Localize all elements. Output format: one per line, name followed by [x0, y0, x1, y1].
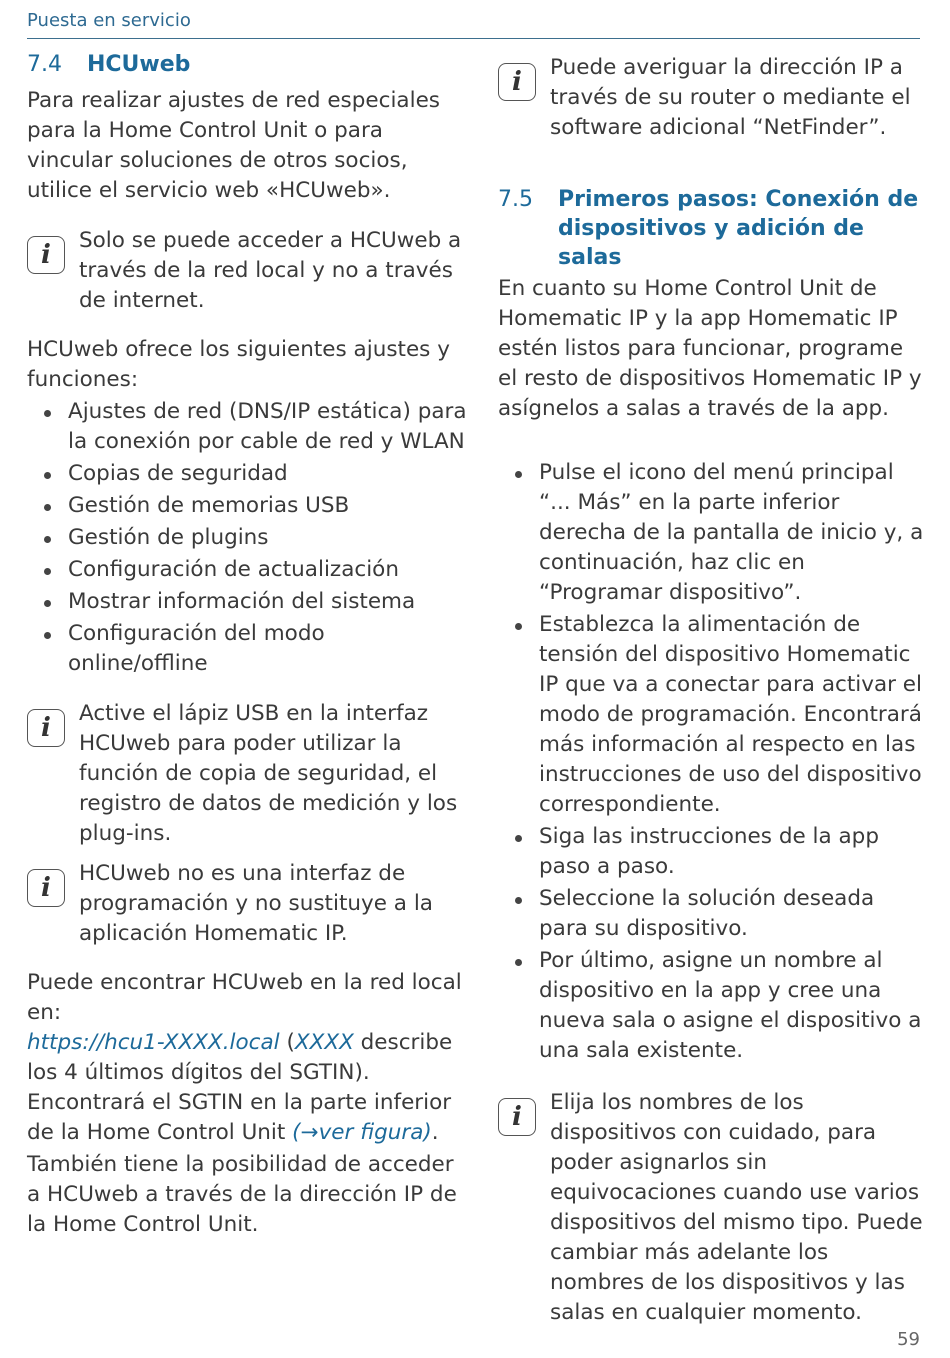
functions-list — [27, 397, 467, 679]
functions-intro: HCUweb ofrece los siguientes ajustes y funciones: — [27, 337, 450, 392]
info-note — [498, 1088, 928, 1328]
section-number: 7.5 — [498, 187, 533, 212]
list-item: Ajustes de red (DNS/IP estática) para la conexión por cable de red y WLAN — [27, 397, 467, 457]
list-item: Pulse el icono del menú principal “... Más” en la parte inferior derecha de la pantalla de inicio y, a continuación, haz clic en “Programar dispositivo”. — [498, 458, 928, 608]
info-note-text: Solo se puede acceder a HCUweb a través de la red local y no a través de internet. — [79, 228, 462, 313]
list-item: Siga las instrucciones de la app paso a paso. — [498, 822, 928, 882]
ip-access-paragraph: También tiene la posibilidad de acceder a HCUweb a través de la dirección IP de la Home Control Unit. — [27, 1152, 457, 1237]
header-section-title: Puesta en servicio — [27, 10, 191, 31]
location-text: Puede encontrar HCUweb en la red local en: — [27, 970, 462, 1025]
info-note-text: Active el lápiz USB en la interfaz HCUweb para poder utilizar la función de copia de seguridad, el registro de datos de medición y los plug-ins. — [79, 701, 458, 846]
hcuweb-url-link[interactable]: https://hcu1-XXXX.local — [27, 1030, 280, 1055]
sgtin-text: describe los 4 últimos dígitos del SGTIN). Encontrará el SGTIN en la parte inferior de la Home Control Unit — [27, 1030, 453, 1145]
section-title: HCUweb — [87, 52, 191, 77]
page-number: 59 — [897, 1329, 920, 1350]
left-column — [27, 50, 467, 1240]
section-heading-7-4 — [27, 50, 467, 79]
list-item: Gestión de memorias USB — [27, 491, 467, 521]
section-heading-7-5 — [498, 185, 928, 272]
info-note-text: HCUweb no es una interfaz de programación y no sustituye a la aplicación Homematic IP. — [79, 861, 433, 946]
list-item: Establezca la alimentación de tensión del dispositivo Homematic IP que va a conectar para activar el modo de programación. Encontrará más información al respecto en las instrucciones de uso del dispositivo correspondiente. — [498, 610, 928, 820]
section-title: Primeros pasos: Conexión de dispositivos y adición de salas — [558, 187, 919, 270]
section-number: 7.4 — [27, 52, 62, 77]
list-item: Mostrar información del sistema — [27, 587, 467, 617]
info-icon: i — [27, 236, 65, 274]
xxxx-placeholder: XXXX — [294, 1030, 354, 1055]
hcuweb-location-paragraph — [27, 968, 467, 1148]
steps-list — [498, 458, 928, 1066]
list-item: Configuración de actualización — [27, 555, 467, 585]
list-item: Seleccione la solución deseada para su dispositivo. — [498, 884, 928, 944]
list-item: Configuración del modo online/offline — [27, 619, 467, 679]
info-icon: i — [498, 63, 536, 101]
info-note-text: Puede averiguar la dirección IP a través de su router o mediante el software adicional “NetFinder”. — [550, 55, 911, 140]
info-note — [27, 699, 467, 849]
list-item: Por último, asigne un nombre al dispositivo en la app y cree una nueva sala o asigne el dispositivo a una sala existente. — [498, 946, 928, 1066]
list-item: Copias de seguridad — [27, 459, 467, 489]
info-icon: i — [27, 709, 65, 747]
figure-reference-link[interactable]: (→ver figura) — [292, 1120, 432, 1145]
list-item: Gestión de plugins — [27, 523, 467, 553]
text-fragment: . — [431, 1120, 439, 1145]
running-header — [27, 10, 920, 39]
info-icon: i — [27, 869, 65, 907]
right-column — [498, 50, 928, 1328]
text-fragment: ( — [279, 1030, 295, 1055]
info-note-text: Elija los nombres de los dispositivos con cuidado, para poder asignarlos sin equivocaciones cuando use varios dispositivos del mismo tipo. Puede cambiar más adelante los nombres de los dispositivos y las salas en cualquier momento. — [550, 1090, 923, 1325]
info-note — [27, 226, 467, 316]
intro-paragraph: En cuanto su Home Control Unit de Homematic IP y la app Homematic IP estén listos para funcionar, programe el resto de dispositivos Homematic IP y asígnelos a salas a través de la app. — [498, 276, 922, 421]
info-note — [498, 53, 928, 143]
info-icon: i — [498, 1098, 536, 1136]
intro-paragraph: Para realizar ajustes de red especiales para la Home Control Unit o para vincular soluciones de otros socios, utilice el servicio web «HCUweb». — [27, 88, 441, 203]
info-note — [27, 859, 467, 949]
